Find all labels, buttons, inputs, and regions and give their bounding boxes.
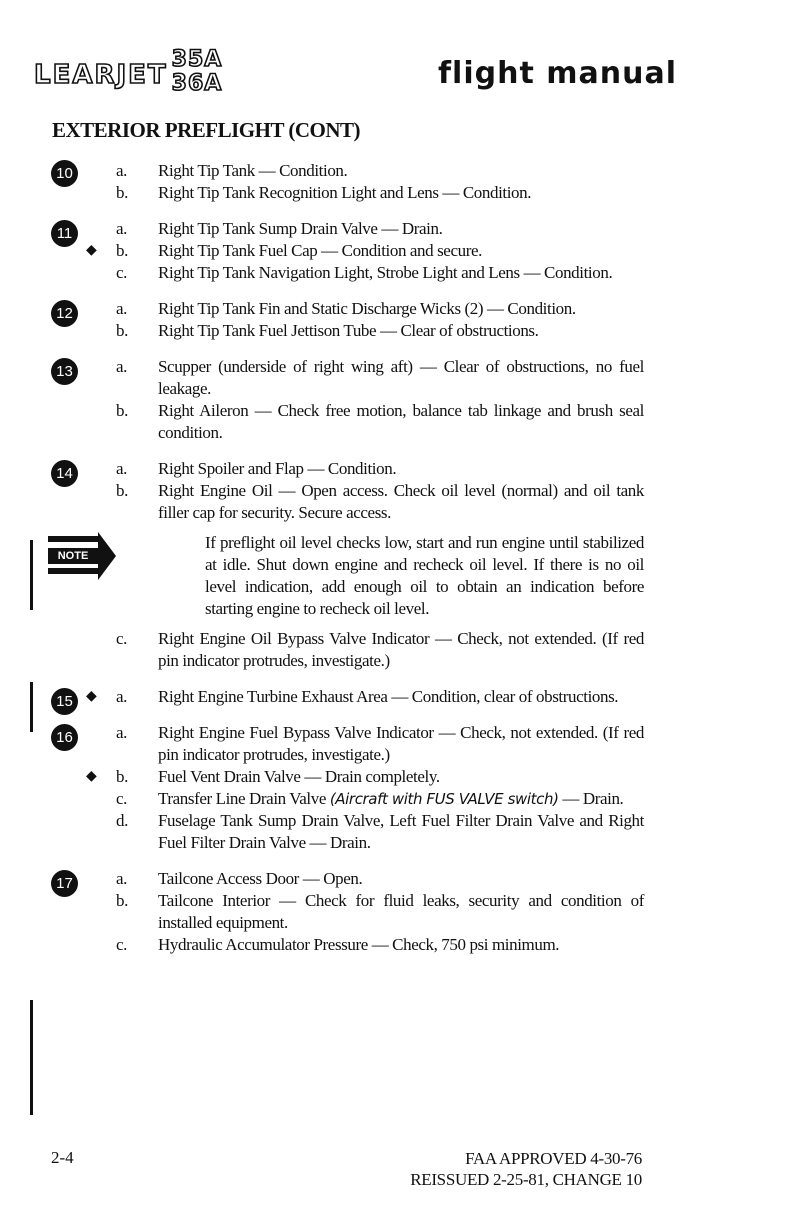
item-letter: b. [116,891,128,910]
logo-model-36a: 36A [171,71,223,96]
manual-title: flight manual [438,56,677,91]
note-text: If preflight oil level checks low, start and run engine until stabilized at idle. Shut down engine and recheck oil level. If there is no oil level indication, add enough oil to obtain an indication before starting engine to recheck oil level. [205,533,644,618]
logo-wordmark: LEARJET [34,60,168,90]
checklist-item [0,240,792,262]
item-letter: d. [116,811,128,830]
item-text: Transfer Line Drain Valve (Aircraft with FUS VALVE switch) — Drain. [158,789,624,808]
item-letter: b. [116,241,128,260]
item-letter: a. [116,299,127,318]
checklist-item [0,320,792,342]
item-text: Tailcone Access Door — Open. [158,869,363,888]
item-letter: b. [116,183,128,202]
item-text: Scupper (underside of right wing aft) — Clear of obstructions, no fuel leakage. [158,357,644,398]
item-text: Fuselage Tank Sump Drain Valve, Left Fuel Filter Drain Valve and Right Fuel Filter Drain Valve — Drain. [158,811,644,852]
item-letter: a. [116,869,127,888]
item-letter: a. [116,459,127,478]
checklist-item [0,262,792,284]
checklist-item [0,628,792,672]
checklist-item [0,400,792,444]
item-text: Right Engine Turbine Exhaust Area — Condition, clear of obstructions. [158,687,619,706]
diamond-icon: ◆ [86,689,97,704]
item-text-italic: (Aircraft with FUS VALVE switch) [329,790,559,808]
change-bar [30,1000,33,1115]
item-text: Right Engine Fuel Bypass Valve Indicator — Check, not extended. (If red pin indicator protrudes, investigate.) [158,723,644,764]
step-number-badge: 15 [51,688,78,715]
item-letter: c. [116,629,127,648]
revision-info [410,1148,642,1190]
item-text: Right Aileron — Check free motion, balance tab linkage and brush seal condition. [158,401,644,442]
checklist-item [0,458,792,480]
step-10 [0,160,792,204]
item-letter: a. [116,723,127,742]
note-label: NOTE [48,548,98,564]
checklist-item [0,890,792,934]
item-text: Right Engine Oil Bypass Valve Indicator — Check, not extended. (If red pin indicator protrudes, investigate.) [158,629,644,670]
item-letter: c. [116,789,127,808]
item-text: Right Tip Tank Fuel Cap — Condition and secure. [158,241,482,260]
learjet-logo [34,48,222,96]
diamond-icon: ◆ [86,769,97,784]
item-letter: b. [116,767,128,786]
item-letter: b. [116,321,128,340]
checklist-item [0,218,792,240]
step-13 [0,356,792,444]
step-number-badge: 17 [51,870,78,897]
page-number: 2-4 [51,1148,74,1167]
item-text: Hydraulic Accumulator Pressure — Check, 750 psi minimum. [158,935,560,954]
checklist-item [0,766,792,788]
step-number-badge: 13 [51,358,78,385]
checklist-item [0,182,792,204]
item-letter: b. [116,481,128,500]
step-11 [0,218,792,284]
checklist-item [0,160,792,182]
page-header [28,48,768,108]
step-14 [0,458,792,672]
item-text: Right Tip Tank — Condition. [158,161,348,180]
step-15 [0,686,792,708]
item-letter: c. [116,935,127,954]
reissue-line: REISSUED 2-25-81, CHANGE 10 [410,1170,642,1189]
diamond-icon: ◆ [86,243,97,258]
item-letter: a. [116,219,127,238]
checklist-item [0,722,792,766]
item-text: Right Tip Tank Fin and Static Discharge Wicks (2) — Condition. [158,299,576,318]
item-text: Right Tip Tank Fuel Jettison Tube — Clear of obstructions. [158,321,539,340]
note-icon [48,532,118,580]
checklist-item [0,934,792,956]
item-text: Tailcone Interior — Check for fluid leaks, security and condition of installed equipment. [158,891,644,932]
section-title: EXTERIOR PREFLIGHT (CONT) [52,118,360,142]
checklist [0,160,792,966]
step-12 [0,298,792,342]
approval-line: FAA APPROVED 4-30-76 [465,1149,642,1168]
item-text: Right Tip Tank Navigation Light, Strobe Light and Lens — Condition. [158,263,613,282]
item-letter: b. [116,401,128,420]
checklist-item [0,868,792,890]
step-number-badge: 16 [51,724,78,751]
step-number-badge: 14 [51,460,78,487]
item-text: Fuel Vent Drain Valve — Drain completely. [158,767,440,786]
logo-models [172,48,223,96]
item-letter: a. [116,687,127,706]
item-text: Right Engine Oil — Open access. Check oil level (normal) and oil tank filler cap for security. Secure access. [158,481,644,522]
step-number-badge: 10 [51,160,78,187]
item-text: Right Tip Tank Recognition Light and Lens — Condition. [158,183,532,202]
checklist-item [0,356,792,400]
item-letter: c. [116,263,127,282]
item-letter: a. [116,161,127,180]
checklist-item [0,788,792,810]
checklist-item [0,480,792,524]
checklist-item [0,298,792,320]
item-text: Right Tip Tank Sump Drain Valve — Drain. [158,219,443,238]
step-number-badge: 11 [51,220,78,247]
step-17 [0,868,792,956]
note-block [0,532,792,620]
checklist-item [0,810,792,854]
checklist-item [0,686,792,708]
step-number-badge: 12 [51,300,78,327]
logo-model-35a: 35A [171,47,223,72]
item-letter: a. [116,357,127,376]
step-16 [0,722,792,854]
item-text: Right Spoiler and Flap — Condition. [158,459,397,478]
